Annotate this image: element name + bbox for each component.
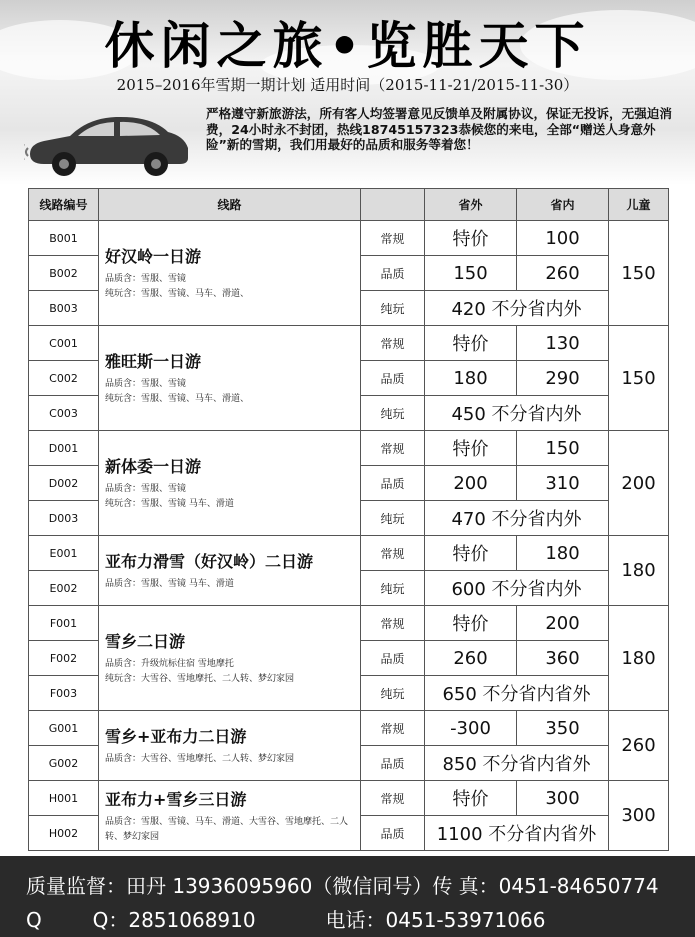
table-row: [29, 536, 669, 571]
route-detail: 纯玩含：雪服、雪镜、马车、滑道、: [105, 289, 250, 299]
route-cell: [99, 536, 361, 606]
combined-price: 850 不分省内省外: [425, 746, 609, 781]
route-code: B002: [29, 256, 99, 291]
route-code: E001: [29, 536, 99, 571]
footer-line-supervision: 质量监督：田丹 13936095960（微信同号）传 真：0451-84650774: [26, 874, 659, 898]
route-cell: [99, 781, 361, 851]
route-detail: 品质含：雪服、雪镜: [105, 379, 187, 389]
route-code: C001: [29, 326, 99, 361]
route-code: E002: [29, 571, 99, 606]
price-inside: 260: [517, 256, 609, 291]
combined-price: 600 不分省内外: [425, 571, 609, 606]
price-inside: 100: [517, 221, 609, 256]
route-cell: [99, 431, 361, 536]
route-detail: 品质含：升级炕标住宿 雪地摩托: [105, 659, 234, 669]
route-code: C003: [29, 396, 99, 431]
route-code: C002: [29, 361, 99, 396]
route-name: 雪乡+亚布力二日游: [105, 727, 247, 746]
header-type: [361, 189, 425, 221]
child-price: 180: [609, 606, 669, 711]
price-outside: 150: [425, 256, 517, 291]
price-outside: 180: [425, 361, 517, 396]
route-code: B001: [29, 221, 99, 256]
route-detail: 品质含：雪服、雪镜: [105, 484, 187, 494]
table-row: [29, 711, 669, 746]
page-title: 休闲之旅•览胜天下: [104, 16, 591, 75]
route-cell: [99, 606, 361, 711]
table-header-row: [29, 189, 669, 221]
route-code: H002: [29, 816, 99, 851]
combined-price: 1100 不分省内省外: [425, 816, 609, 851]
price-outside: 260: [425, 641, 517, 676]
price-inside: 290: [517, 361, 609, 396]
package-type: 常规: [361, 711, 425, 746]
route-code: G002: [29, 746, 99, 781]
route-detail: 品质含：大雪谷、雪地摩托、二人转、梦幻家园: [105, 754, 295, 764]
package-type: 纯玩: [361, 501, 425, 536]
route-name: 雪乡二日游: [105, 632, 186, 651]
combined-price: 420 不分省内外: [425, 291, 609, 326]
child-price: 180: [609, 536, 669, 606]
header-child: 儿童: [609, 189, 669, 221]
route-code: B003: [29, 291, 99, 326]
price-inside: 350: [517, 711, 609, 746]
route-code: G001: [29, 711, 99, 746]
price-inside: 130: [517, 326, 609, 361]
route-name: 新体委一日游: [105, 457, 202, 476]
table-body: [29, 221, 669, 851]
child-price: 300: [609, 781, 669, 851]
package-type: 纯玩: [361, 396, 425, 431]
route-code: H001: [29, 781, 99, 816]
table-row: [29, 221, 669, 256]
package-type: 常规: [361, 606, 425, 641]
package-type: 品质: [361, 816, 425, 851]
route-cell: [99, 711, 361, 781]
price-outside: 200: [425, 466, 517, 501]
table-row: [29, 326, 669, 361]
route-detail: 品质含：雪服、雪镜 马车、滑道: [105, 579, 234, 589]
child-price: 150: [609, 221, 669, 326]
package-type: 常规: [361, 326, 425, 361]
price-outside: 特价: [425, 326, 517, 361]
package-type: 品质: [361, 641, 425, 676]
route-detail: 纯玩含：雪服、雪镜、马车、滑道、: [105, 394, 250, 404]
price-outside: 特价: [425, 606, 517, 641]
route-code: D002: [29, 466, 99, 501]
route-code: D003: [29, 501, 99, 536]
price-outside: 特价: [425, 221, 517, 256]
combined-price: 450 不分省内外: [425, 396, 609, 431]
price-outside: 特价: [425, 536, 517, 571]
package-type: 常规: [361, 431, 425, 466]
footer-line-contact: Q Q：2851068910 电话：0451-53971066: [26, 908, 546, 932]
route-detail: 纯玩含：雪服、雪镜 马车、滑道: [105, 499, 234, 509]
price-outside: 特价: [425, 431, 517, 466]
route-detail: 纯玩含：大雪谷、雪地摩托、二人转、梦幻家园: [105, 674, 295, 684]
combined-price: 650 不分省内省外: [425, 676, 609, 711]
car-icon: [24, 108, 194, 178]
package-type: 品质: [361, 466, 425, 501]
page-subtitle: 2015–2016年雪期一期计划 适用时间（2015-11-21/2015-11-30）: [116, 76, 579, 94]
route-name: 好汉岭一日游: [105, 247, 202, 266]
header-inside: 省内: [517, 189, 609, 221]
child-price: 200: [609, 431, 669, 536]
child-price: 260: [609, 711, 669, 781]
table-row: [29, 431, 669, 466]
route-detail: 品质含：雪服、雪镜: [105, 274, 187, 284]
price-outside: 特价: [425, 781, 517, 816]
price-inside: 180: [517, 536, 609, 571]
route-name: 雅旺斯一日游: [105, 352, 202, 371]
package-type: 品质: [361, 256, 425, 291]
route-cell: [99, 326, 361, 431]
notice-text: 严格遵守新旅游法，所有客人均签署意见反馈单及附属协议，保证无投诉，无强迫消费，24小时永不封团，热线18745157323恭候您的来电，全部“赠送人身意外险”新的雪期，我们用最好的品质和服务等着您！: [206, 106, 672, 152]
package-type: 常规: [361, 781, 425, 816]
route-cell: [99, 221, 361, 326]
route-code: D001: [29, 431, 99, 466]
route-code: F002: [29, 641, 99, 676]
price-inside: 150: [517, 431, 609, 466]
price-inside: 300: [517, 781, 609, 816]
route-code: F003: [29, 676, 99, 711]
route-detail: 品质含：雪服、雪镜、马车、滑道、大雪谷、雪地摩托、二人转、梦幻家园: [105, 816, 349, 842]
header-route: 线路: [99, 189, 361, 221]
price-inside: 200: [517, 606, 609, 641]
price-inside: 360: [517, 641, 609, 676]
route-name: 亚布力+雪乡三日游: [105, 789, 247, 809]
header-outside: 省外: [425, 189, 517, 221]
package-type: 纯玩: [361, 676, 425, 711]
combined-price: 470 不分省内外: [425, 501, 609, 536]
price-inside: 310: [517, 466, 609, 501]
child-price: 150: [609, 326, 669, 431]
route-name: 亚布力滑雪（好汉岭）二日游: [105, 552, 314, 571]
footer: [0, 856, 695, 937]
package-type: 常规: [361, 221, 425, 256]
header-code: 线路编号: [29, 189, 99, 221]
table-row: [29, 781, 669, 816]
package-type: 纯玩: [361, 571, 425, 606]
package-type: 纯玩: [361, 291, 425, 326]
price-table: [28, 188, 669, 851]
package-type: 品质: [361, 361, 425, 396]
route-code: F001: [29, 606, 99, 641]
price-outside: -300: [425, 711, 517, 746]
package-type: 品质: [361, 746, 425, 781]
table-row: [29, 606, 669, 641]
package-type: 常规: [361, 536, 425, 571]
